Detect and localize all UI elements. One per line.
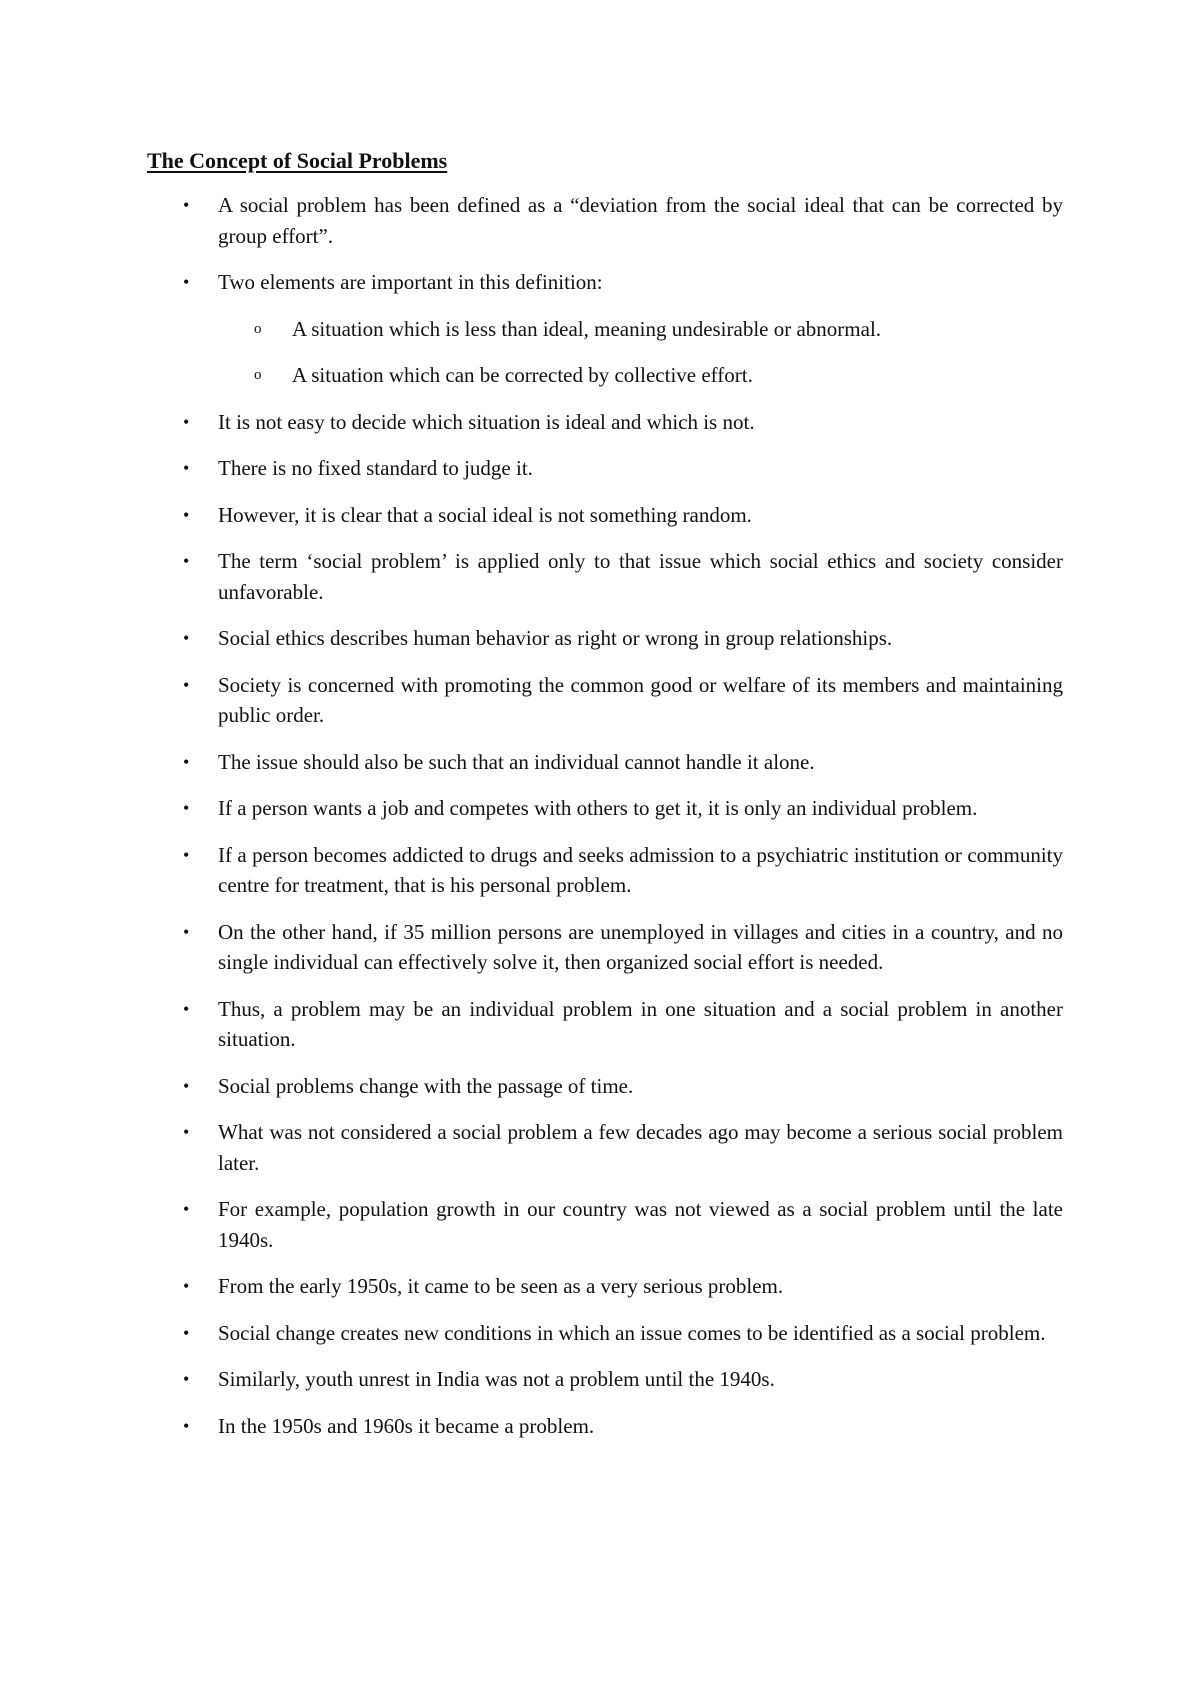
bullet-icon: • [183, 1199, 190, 1219]
bullet-icon: • [183, 844, 190, 865]
list-item [147, 793, 1063, 824]
bullet-icon: • [183, 798, 190, 818]
list-item-text: The issue should also be such that an individual cannot handle it alone. [218, 749, 815, 774]
list-item [147, 747, 1063, 778]
list-item [147, 407, 1063, 438]
list-item [147, 1364, 1063, 1395]
page-title: The Concept of Social Problems [147, 148, 448, 173]
bullet-icon: • [183, 998, 190, 1019]
bullet-icon: • [183, 504, 190, 525]
list-item [147, 1194, 1063, 1255]
list-item-text: Social problems change with the passage of time. [218, 1073, 634, 1098]
bullet-icon: • [183, 628, 190, 648]
list-item-text: From the early 1950s, it came to be seen as a very serious problem. [218, 1274, 784, 1298]
list-item [147, 500, 1063, 531]
document-body [147, 190, 1063, 1457]
bullet-icon: • [183, 272, 190, 292]
list-item-text: Two elements are important in this definition: [218, 270, 603, 294]
list-item-text: Social ethics describes human behavior as right or wrong in group relationships. [218, 626, 893, 650]
bullet-icon: • [183, 1075, 190, 1096]
list-item [147, 1411, 1063, 1442]
bullet-icon: • [183, 1276, 190, 1296]
bullet-icon: • [183, 921, 190, 942]
list-item-text: If a person wants a job and competes with others to get it, it is only an individual problem. [218, 796, 978, 820]
bullet-icon: • [183, 1122, 190, 1142]
list-item [147, 1071, 1063, 1102]
bullet-icon: • [183, 458, 190, 478]
list-item-text: The term ‘social problem’ is applied only to that issue which social ethics and society consider unfavorable. [218, 549, 1063, 604]
list-item-text: It is not easy to decide which situation is ideal and which is not. [218, 409, 755, 434]
list-item [147, 267, 1063, 298]
list-item-text: Thus, a problem may be an individual problem in one situation and a social problem in another situation. [218, 996, 1063, 1051]
list-item [147, 546, 1063, 607]
bullet-icon: • [183, 1322, 190, 1343]
list-item [147, 1271, 1063, 1302]
circle-bullet-icon: o [254, 320, 262, 337]
list-item-text: Society is concerned with promoting the common good or welfare of its members and maintaining public order. [218, 672, 1063, 727]
list-item-text: A social problem has been defined as a “deviation from the social ideal that can be corrected by group effort”. [218, 193, 1063, 248]
bullet-icon: • [183, 551, 190, 571]
list-item-text: Social change creates new conditions in which an issue comes to be identified as a social problem. [218, 1320, 1046, 1345]
list-item-text: For example, population growth in our country was not viewed as a social problem until the late 1940s. [218, 1197, 1063, 1252]
list-item [147, 994, 1063, 1055]
list-item [147, 1318, 1063, 1349]
list-item [147, 453, 1063, 484]
sub-list-item [147, 360, 1063, 391]
list-item [147, 840, 1063, 901]
list-item-text: On the other hand, if 35 million persons are unemployed in villages and cities in a country, and no single individual can effectively solve it, then organized social effort is needed. [218, 919, 1063, 974]
list-item-text: There is no fixed standard to judge it. [218, 456, 533, 480]
list-item [147, 623, 1063, 654]
list-item-text: What was not considered a social problem a few decades ago may become a serious social problem later. [218, 1120, 1063, 1175]
bullet-list [147, 190, 1063, 1441]
bullet-icon: • [183, 411, 190, 432]
circle-bullet-icon: o [254, 367, 262, 383]
list-item-text: In the 1950s and 1960s it became a problem. [218, 1413, 595, 1438]
list-item-text: Similarly, youth unrest in India was not a problem until the 1940s. [218, 1367, 775, 1391]
bullet-icon: • [183, 1369, 190, 1389]
list-item [147, 670, 1063, 731]
bullet-icon: • [183, 1415, 190, 1436]
list-item-text: A situation which is less than ideal, meaning undesirable or abnormal. [292, 316, 882, 341]
list-item-text: If a person becomes addicted to drugs and seeks admission to a psychiatric institution or community centre for treatment, that is his personal problem. [218, 842, 1063, 897]
bullet-icon: • [183, 195, 190, 215]
bullet-icon: • [183, 751, 190, 772]
list-item [147, 1117, 1063, 1178]
list-item [147, 190, 1063, 251]
list-item [147, 917, 1063, 978]
bullet-icon: • [183, 674, 190, 695]
sub-list-item [147, 314, 1063, 345]
list-item-text: However, it is clear that a social ideal is not something random. [218, 502, 752, 527]
list-item-text: A situation which can be corrected by collective effort. [292, 363, 753, 387]
